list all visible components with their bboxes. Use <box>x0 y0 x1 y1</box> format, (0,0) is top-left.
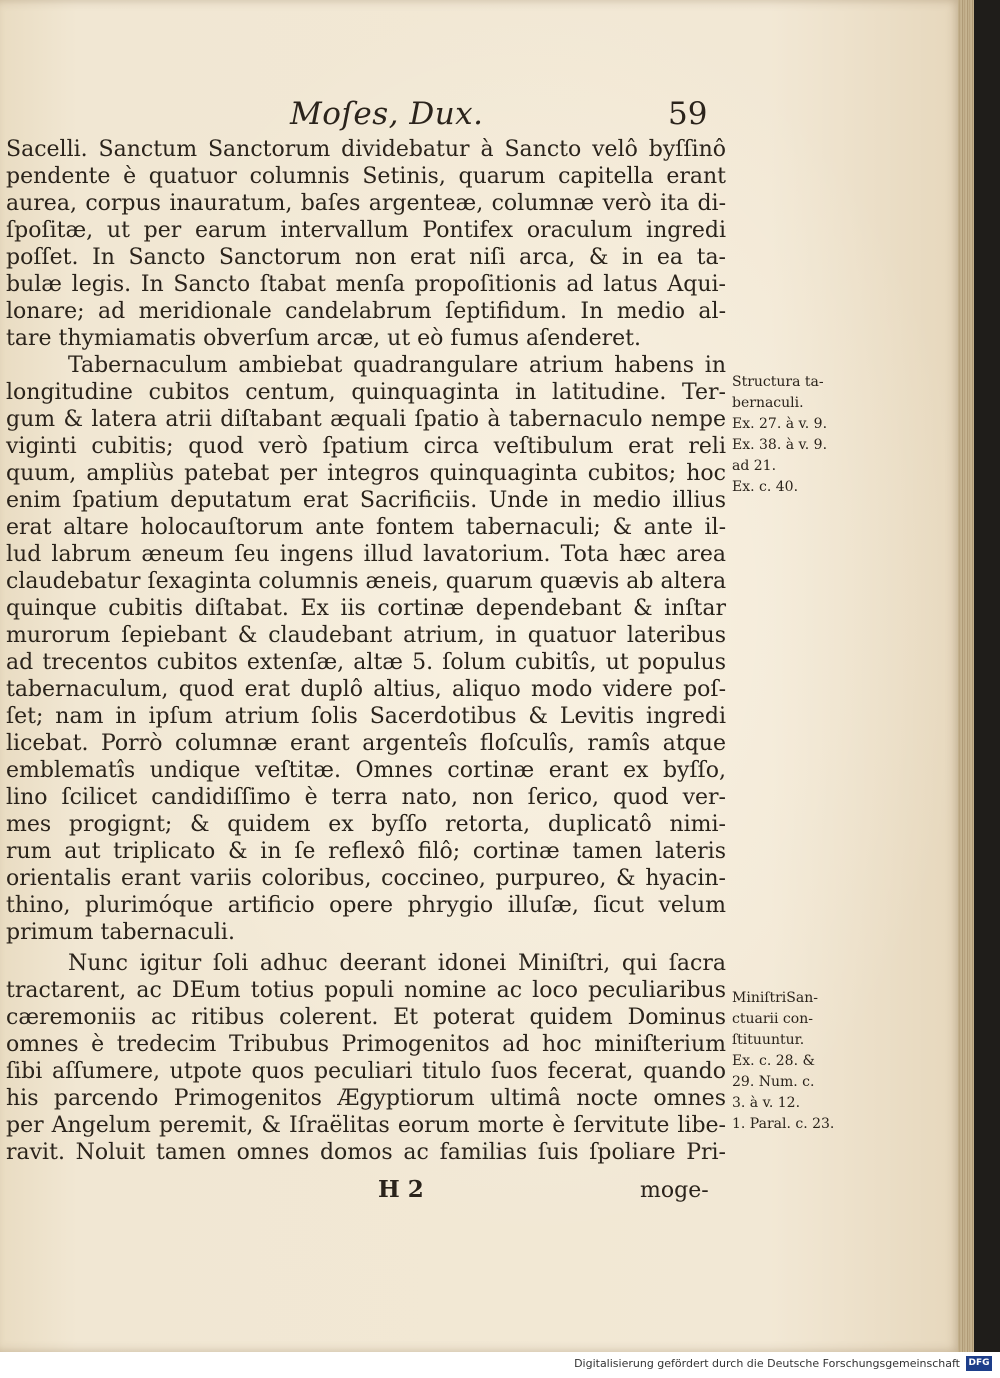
text-line: longitudine cubitos centum, quinquaginta in latitudine. Ter- <box>6 380 726 405</box>
paragraph-1 <box>6 136 726 352</box>
marginal-note-structure <box>732 372 860 498</box>
text-line: Sacelli. Sanctum Sanctorum dividebatur à Sancto velô byſſinô <box>6 137 726 162</box>
paragraph-3 <box>6 950 726 1166</box>
marginal-note-ministers <box>732 988 860 1135</box>
note-line: Structura ta- <box>732 374 824 390</box>
paragraph-2 <box>6 352 726 946</box>
text-line: claudebatur ſexaginta columnis æneis, quarum quævis ab altera <box>6 569 727 594</box>
text-line: quinque cubitis diſtabat. Ex iis cortinæ dependebant & inſtar <box>6 596 726 621</box>
running-head <box>0 96 962 138</box>
text-line: poſſet. In Sancto Sanctorum non erat niſi arca, & in ea ta- <box>6 245 726 270</box>
text-line: pendente è quatuor columnis Setinis, quarum capitella erant <box>6 164 726 189</box>
text-line: omnes è tredecim Tribubus Primogenitos ad hoc miniſterium <box>6 1032 726 1057</box>
text-line: lud labrum æneum ſeu ingens illud lavatorium. Tota hæc area <box>6 542 726 567</box>
page-edge <box>958 0 974 1352</box>
text-line: lonare; ad meridionale candelabrum ſeptifidum. In medio al- <box>6 299 726 324</box>
note-line: Ex. c. 28. & <box>732 1053 815 1069</box>
text-line: enim ſpatium deputatum erat Sacrificiis. Unde in medio illius <box>6 488 726 513</box>
text-line: his parcendo Primogenitos Ægyptiorum ultimâ nocte omnes <box>6 1086 726 1111</box>
text-line: ad trecentos cubitos extenſæ, altæ 5. ſolum cubitîs, ut populus <box>6 650 726 675</box>
signature-line <box>0 1176 720 1212</box>
text-line: bulæ legis. In Sancto ſtabat menſa propoſitionis ad latus Aqui- <box>6 272 726 297</box>
text-line: ſet; nam in ipſum atrium ſolis Sacerdotibus & Levitis ingredi <box>6 704 726 729</box>
text-line: primum tabernaculi. <box>6 920 235 945</box>
note-line: 29. Num. c. <box>732 1074 815 1090</box>
text-line: quum, ampliùs patebat per integros quinquaginta cubitos; hoc <box>6 461 726 486</box>
dfg-logo-icon: DFG <box>966 1356 992 1371</box>
text-line: thino, plurimóque artificio opere phrygio illuſæ, ſicut velum <box>6 893 726 918</box>
text-line: rum aut triplicato & in ſe reflexô filô; cortinæ tamen lateris <box>6 839 726 864</box>
text-line: aurea, corpus inauratum, baſes argenteæ, columnæ verò ita di- <box>6 191 726 216</box>
digitization-credit: Digitalisierung gefördert durch die Deutsche Forschungsgemeinschaft <box>574 1357 960 1370</box>
note-line: 1. Paral. c. 23. <box>732 1116 835 1132</box>
digitization-footer <box>0 1352 1000 1378</box>
note-line: Ex. c. 40. <box>732 479 799 495</box>
text-line: Nunc igitur ſoli adhuc deerant idonei Miniſtri, qui ſacra <box>68 951 726 976</box>
note-line: Ex. 27. à v. 9. <box>732 416 828 432</box>
text-line: emblematîs undique veſtitæ. Omnes cortinæ erant ex byſſo, <box>6 758 726 783</box>
text-line: lino ſcilicet candidiſſimo è terra nato, non ſerico, quod ver- <box>6 785 726 810</box>
text-line: orientalis erant variis coloribus, coccineo, purpureo, & hyacin- <box>6 866 726 891</box>
text-line: gum & latera atrii diſtabant æquali ſpatio à tabernaculo nempe <box>6 407 726 432</box>
running-title: Moſes, Dux. <box>290 96 484 132</box>
text-line: erat altare holocauſtorum ante fontem tabernaculi; & ante il- <box>6 515 726 540</box>
text-line: murorum ſepiebant & claudebant atrium, in quatuor lateribus <box>6 623 726 648</box>
text-line: ravit. Noluit tamen omnes domos ac familias ſuis ſpoliare Pri- <box>6 1140 726 1165</box>
note-line: Ex. 38. à v. 9. <box>732 437 828 453</box>
signature-mark: H 2 <box>378 1176 424 1203</box>
text-line: cæremoniis ac ritibus colerent. Et poterat quidem Dominus <box>6 1005 726 1030</box>
note-line: ctuarii con- <box>732 1011 813 1027</box>
text-line: tabernaculum, quod erat duplô altius, aliquo modo videre poſ- <box>6 677 726 702</box>
text-line: Tabernaculum ambiebat quadrangulare atrium habens in <box>68 353 726 378</box>
note-line: ſtituuntur. <box>732 1032 805 1048</box>
catchword: moge- <box>640 1178 709 1203</box>
text-line: tare thymiamatis obverſum arcæ, ut eò fumus aſenderet. <box>6 326 641 351</box>
text-line: ſibi aſſumere, utpote quos peculiari titulo ſuos fecerat, quando <box>6 1059 726 1084</box>
text-line: tractarent, ac DEum totius populi nomine ac loco peculiaribus <box>6 978 726 1003</box>
page-number: 59 <box>668 96 708 132</box>
main-text-block <box>6 136 726 1166</box>
text-line: licebat. Porrò columnæ erant argenteîs floſculîs, ramîs atque <box>6 731 726 756</box>
note-line: ad 21. <box>732 458 777 474</box>
text-line: mes progignt; & quidem ex byſſo retorta, duplicatô nimi- <box>6 812 726 837</box>
note-line: 3. à v. 12. <box>732 1095 801 1111</box>
note-line: MiniſtriSan- <box>732 990 818 1006</box>
text-line: per Angelum peremit, & Iſraëlitas eorum morte è ſervitute libe- <box>6 1113 726 1138</box>
text-line: viginti cubitis; quod verò ſpatium circa veſtibulum erat reli <box>6 434 726 459</box>
text-line: ſpoſitæ, ut per earum intervallum Pontifex oraculum ingredi <box>6 218 726 243</box>
note-line: bernaculi. <box>732 395 804 411</box>
